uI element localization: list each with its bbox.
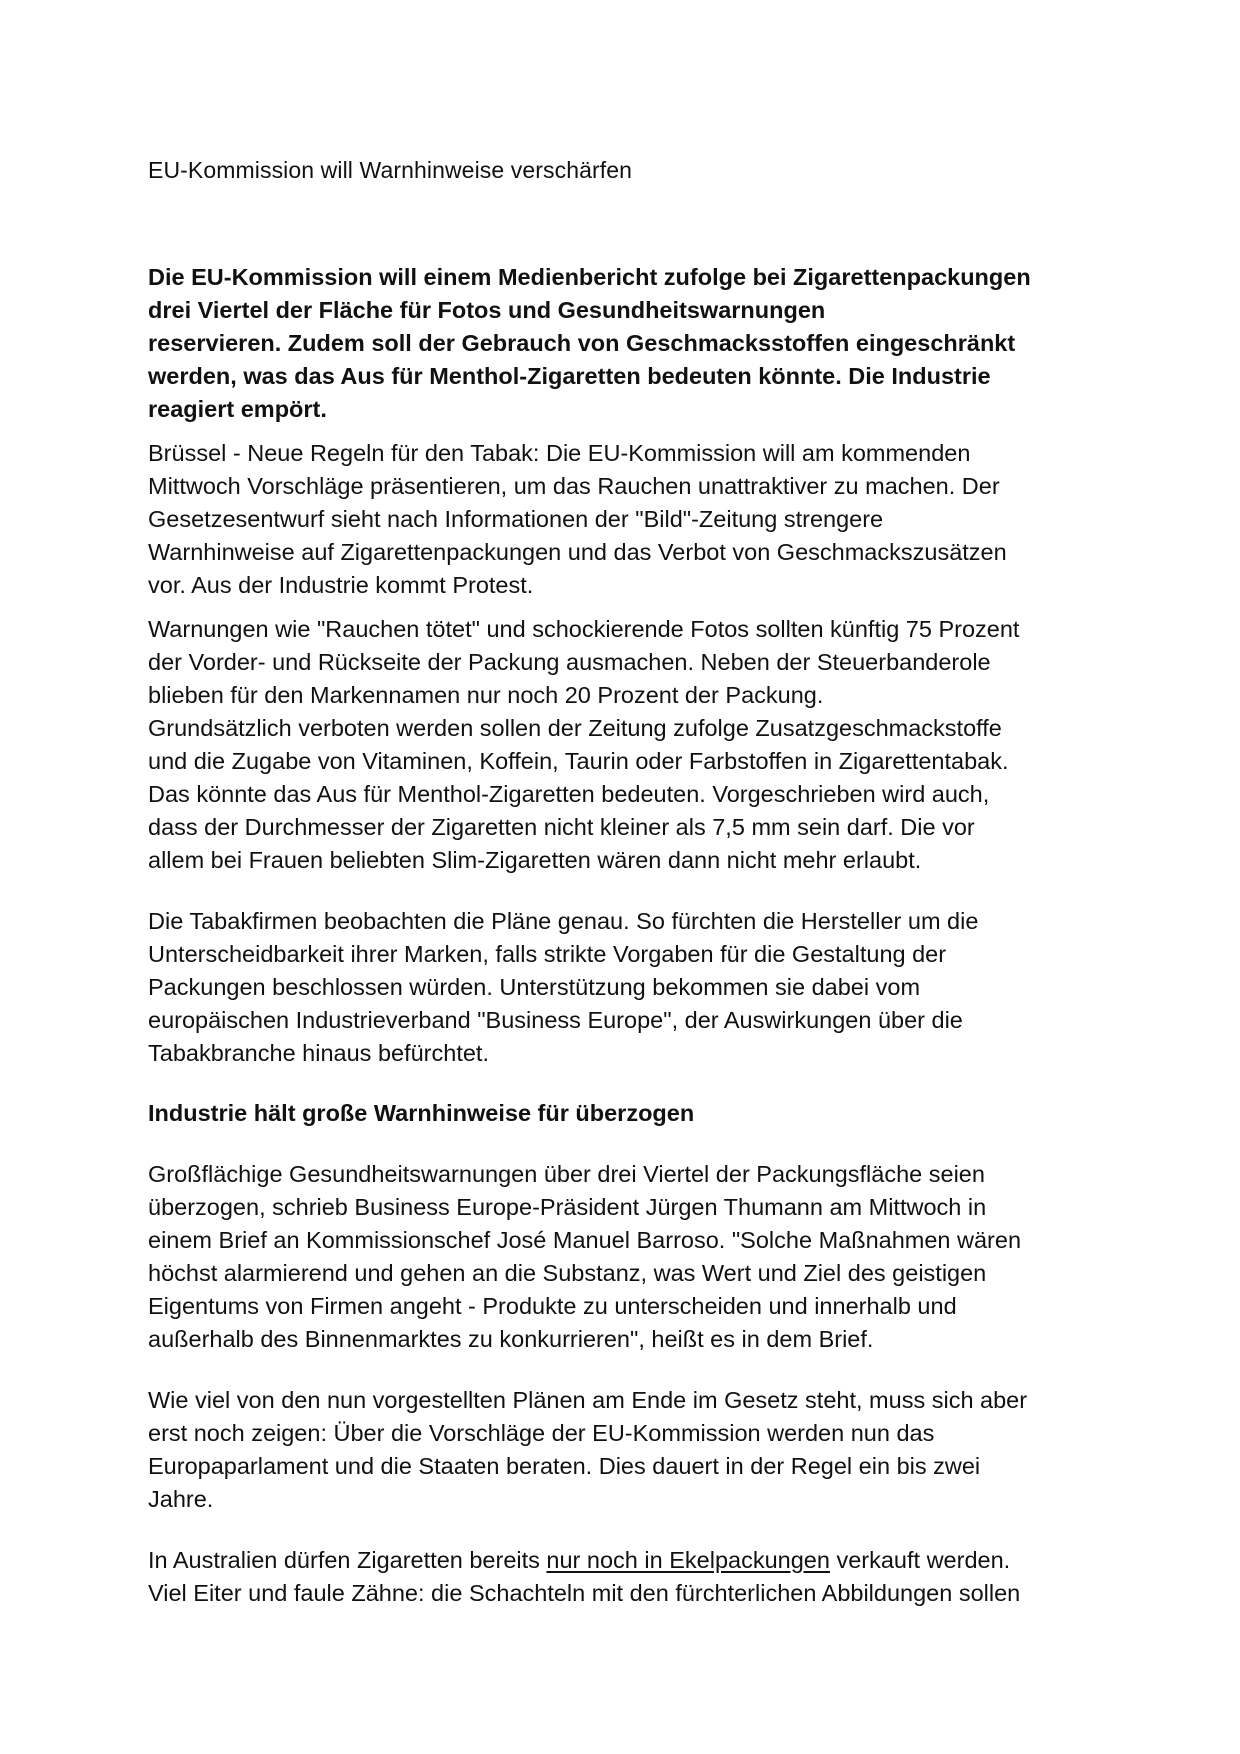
text-line: Großflächige Gesundheitswarnungen über drei Viertel der Packungsfläche seien xyxy=(148,1161,985,1187)
text-line xyxy=(148,1544,1088,1577)
text-line: Jahre. xyxy=(148,1486,214,1512)
text-line: und die Zugabe von Vitaminen, Koffein, Taurin oder Farbstoffen in Zigarettentabak. xyxy=(148,748,1009,774)
text-line: Warnhinweise auf Zigarettenpackungen und das Verbot von Geschmackszusätzen xyxy=(148,539,1007,565)
text-line: Die Tabakfirmen beobachten die Pläne genau. So fürchten die Hersteller um die xyxy=(148,908,979,934)
text-line: Wie viel von den nun vorgestellten Plänen am Ende im Gesetz steht, muss sich aber xyxy=(148,1387,1028,1413)
text-line: erst noch zeigen: Über die Vorschläge der EU-Kommission werden nun das xyxy=(148,1420,935,1446)
paragraph-6 xyxy=(148,1544,1088,1610)
text-line: Brüssel - Neue Regeln für den Tabak: Die EU-Kommission will am kommenden xyxy=(148,440,971,466)
text-line: einem Brief an Kommissionschef José Manuel Barroso. "Solche Maßnahmen wären xyxy=(148,1227,1022,1253)
text-line: Eigentums von Firmen angeht - Produkte zu unterscheiden und innerhalb und xyxy=(148,1293,957,1319)
text-line: dass der Durchmesser der Zigaretten nicht kleiner als 7,5 mm sein darf. Die vor xyxy=(148,814,975,840)
text-line: Warnungen wie "Rauchen tötet" und schockierende Fotos sollten künftig 75 Prozent xyxy=(148,616,1020,642)
text-line: überzogen, schrieb Business Europe-Präsident Jürgen Thumann am Mittwoch in xyxy=(148,1194,987,1220)
section-heading: Industrie hält große Warnhinweise für überzogen xyxy=(148,1100,695,1126)
text-line: Viel Eiter und faule Zähne: die Schachteln mit den fürchterlichen Abbildungen sollen xyxy=(148,1580,1021,1606)
text-line: blieben für den Markennamen nur noch 20 Prozent der Packung. xyxy=(148,682,824,708)
lead-line: reservieren. Zudem soll der Gebrauch von Geschmacksstoffen eingeschränkt xyxy=(148,330,1016,356)
lead-line: reagiert empört. xyxy=(148,396,327,422)
text-line: höchst alarmierend und gehen an die Substanz, was Wert und Ziel des geistigen xyxy=(148,1260,987,1286)
paragraph-5 xyxy=(148,1384,1088,1516)
text-line: Mittwoch Vorschläge präsentieren, um das Rauchen unattraktiver zu machen. Der xyxy=(148,473,1000,499)
lead-line: drei Viertel der Fläche für Fotos und Gesundheitswarnungen xyxy=(148,297,826,323)
article-lead xyxy=(148,261,1088,426)
text-line: europäischen Industrieverband "Business Europe", der Auswirkungen über die xyxy=(148,1007,963,1033)
text-line: außerhalb des Binnenmarktes zu konkurrieren", heißt es in dem Brief. xyxy=(148,1326,874,1352)
paragraph-1 xyxy=(148,437,1088,602)
article-title: EU-Kommission will Warnhinweise verschärfen xyxy=(148,157,633,183)
text-line: Gesetzesentwurf sieht nach Informationen der "Bild"-Zeitung strengere xyxy=(148,506,884,532)
document-page xyxy=(148,150,1088,1610)
text-line: Europaparlament und die Staaten beraten. Dies dauert in der Regel ein bis zwei xyxy=(148,1453,981,1479)
text-line: Grundsätzlich verboten werden sollen der Zeitung zufolge Zusatzgeschmackstoffe xyxy=(148,715,1002,741)
text-line: vor. Aus der Industrie kommt Protest. xyxy=(148,572,534,598)
text-line: Unterscheidbarkeit ihrer Marken, falls strikte Vorgaben für die Gestaltung der xyxy=(148,941,947,967)
lead-line: werden, was das Aus für Menthol-Zigaretten bedeuten könnte. Die Industrie xyxy=(148,363,991,389)
text-line: Packungen beschlossen würden. Unterstützung bekommen sie dabei vom xyxy=(148,974,921,1000)
text-line: der Vorder- und Rückseite der Packung ausmachen. Neben der Steuerbanderole xyxy=(148,649,991,675)
text-line: allem bei Frauen beliebten Slim-Zigaretten wären dann nicht mehr erlaubt. xyxy=(148,847,922,873)
text-segment: verkauft werden. xyxy=(829,1547,1011,1573)
lead-line: Die EU-Kommission will einem Medienbericht zufolge bei Zigarettenpackungen xyxy=(148,264,1031,290)
paragraph-2 xyxy=(148,613,1088,877)
ekelpackungen-link[interactable]: nur noch in Ekelpackungen xyxy=(546,1547,830,1573)
paragraph-3 xyxy=(148,905,1088,1070)
text-line: Tabakbranche hinaus befürchtet. xyxy=(148,1040,489,1066)
paragraph-4 xyxy=(148,1158,1088,1356)
text-line: Das könnte das Aus für Menthol-Zigaretten bedeuten. Vorgeschrieben wird auch, xyxy=(148,781,990,807)
text-segment: In Australien dürfen Zigaretten bereits xyxy=(148,1547,547,1573)
